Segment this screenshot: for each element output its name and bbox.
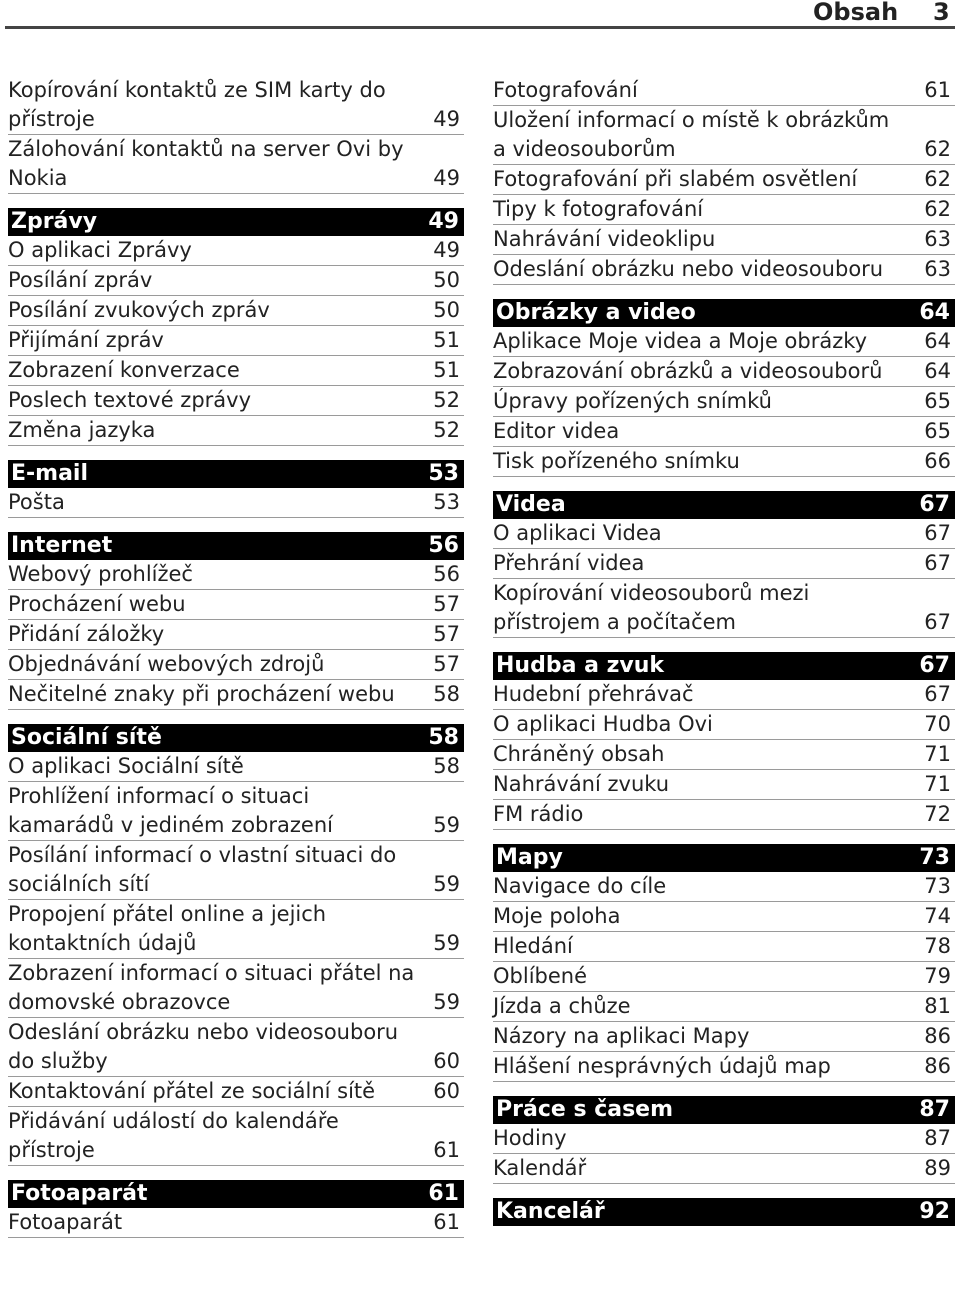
toc-entry[interactable] (8, 76, 464, 135)
entry-title: O aplikaci Videa (493, 521, 662, 545)
page-number: 70 (924, 712, 951, 736)
entry-title: Webový prohlížeč (8, 562, 193, 586)
toc-entry[interactable] (8, 841, 464, 900)
toc-section-heading[interactable] (493, 844, 955, 872)
entry-title: Přidání záložky (8, 622, 165, 646)
toc-entry[interactable] (8, 236, 464, 266)
page-number: 51 (433, 328, 460, 352)
page-number: 81 (924, 994, 951, 1018)
toc-entry[interactable] (493, 770, 955, 800)
header-page-number: 3 (933, 0, 950, 26)
entry-title: O aplikaci Hudba Ovi (493, 712, 713, 736)
entry-title: Odeslání obrázku nebo videosouboru (493, 257, 884, 281)
page-number: 63 (924, 227, 951, 251)
page-number: 50 (433, 298, 460, 322)
page-number: 92 (919, 1199, 950, 1224)
toc-section-heading[interactable] (8, 1180, 464, 1208)
toc-entry[interactable] (493, 992, 955, 1022)
toc-section-heading[interactable] (493, 652, 955, 680)
section-title: Sociální sítě (11, 725, 162, 750)
page-number: 58 (433, 754, 460, 778)
toc-section-heading[interactable] (8, 460, 464, 488)
page-number: 49 (433, 238, 460, 262)
entry-title: Posílání informací o vlastní situaci do sociálních sítí (8, 843, 397, 896)
entry-title: Fotoaparát (8, 1210, 123, 1234)
entry-title: Pošta (8, 490, 65, 514)
toc-entry[interactable] (8, 296, 464, 326)
page-number: 49 (433, 107, 460, 131)
entry-title: Změna jazyka (8, 418, 156, 442)
page-number: 86 (924, 1054, 951, 1078)
page-number: 61 (428, 1181, 459, 1206)
toc-entry[interactable] (493, 255, 955, 285)
page-number: 87 (924, 1126, 951, 1150)
toc-entry[interactable] (493, 902, 955, 932)
entry-title: Tisk pořízeného snímku (493, 449, 740, 473)
entry-title: Zobrazování obrázků a videosouborů (493, 359, 883, 383)
entry-title: Poslech textové zprávy (8, 388, 252, 412)
entry-title: Posílání zpráv (8, 268, 153, 292)
toc-entry[interactable] (493, 1154, 955, 1184)
entry-title: Nahrávání videoklipu (493, 227, 716, 251)
entry-title: Fotografování při slabém osvětlení (493, 167, 858, 191)
page-number: 57 (433, 622, 460, 646)
page-number: 67 (924, 610, 951, 634)
page-number: 79 (924, 964, 951, 988)
page-number: 57 (433, 592, 460, 616)
entry-title: Kalendář (493, 1156, 587, 1180)
page-number: 63 (924, 257, 951, 281)
page-number: 52 (433, 388, 460, 412)
page-number: 87 (919, 1097, 950, 1122)
entry-title: Nečitelné znaky při procházení webu (8, 682, 395, 706)
toc-entry[interactable] (493, 872, 955, 902)
entry-title: Uložení informací o místě k obrázkům a videosouborům (493, 108, 890, 161)
toc-entry[interactable] (8, 266, 464, 296)
toc-entry[interactable] (8, 416, 464, 446)
toc-entry[interactable] (8, 650, 464, 680)
page-header (5, 0, 955, 29)
entry-title: Odeslání obrázku nebo videosouboru do služby (8, 1020, 399, 1073)
toc-entry[interactable] (493, 447, 955, 477)
section-title: Práce s časem (496, 1097, 674, 1122)
toc-entry[interactable] (8, 1018, 464, 1077)
toc-entry[interactable] (493, 800, 955, 830)
entry-title: Posílání zvukových zpráv (8, 298, 270, 322)
toc-entry[interactable] (493, 710, 955, 740)
page-number: 59 (433, 813, 460, 837)
toc-entry[interactable] (493, 327, 955, 357)
toc-entry[interactable] (8, 1107, 464, 1166)
entry-title: Hledání (493, 934, 573, 958)
toc-entry[interactable] (8, 782, 464, 841)
page-number: 73 (924, 874, 951, 898)
entry-title: Úpravy pořízených snímků (493, 389, 772, 413)
toc-section-heading[interactable] (493, 491, 955, 519)
page-number: 49 (428, 209, 459, 234)
entry-title: Fotografování (493, 78, 638, 102)
page-number: 78 (924, 934, 951, 958)
toc-entry[interactable] (493, 165, 955, 195)
entry-title: Přehrání videa (493, 551, 645, 575)
section-title: Kancelář (496, 1199, 605, 1224)
page-number: 61 (924, 78, 951, 102)
page-number: 61 (433, 1210, 460, 1234)
toc-entry[interactable] (8, 488, 464, 518)
page-number: 89 (924, 1156, 951, 1180)
toc-entry[interactable] (493, 579, 955, 638)
entry-title: O aplikaci Sociální sítě (8, 754, 244, 778)
toc-entry[interactable] (493, 549, 955, 579)
page-number: 73 (919, 845, 950, 870)
page-number: 64 (919, 300, 950, 325)
toc-entry[interactable] (8, 1077, 464, 1107)
page-number: 62 (924, 137, 951, 161)
entry-title: Hodiny (493, 1126, 567, 1150)
page-number: 67 (924, 521, 951, 545)
entry-title: Přijímání zpráv (8, 328, 164, 352)
toc-entry[interactable] (8, 356, 464, 386)
toc-entry[interactable] (493, 357, 955, 387)
toc-entry[interactable] (8, 959, 464, 1018)
entry-title: Hlášení nesprávných údajů map (493, 1054, 831, 1078)
page-number: 57 (433, 652, 460, 676)
page-number: 74 (924, 904, 951, 928)
entry-title: Navigace do cíle (493, 874, 667, 898)
page-number: 67 (919, 492, 950, 517)
entry-title: Zobrazení konverzace (8, 358, 240, 382)
toc-entry[interactable] (493, 932, 955, 962)
toc-section-heading[interactable] (8, 724, 464, 752)
section-title: Mapy (496, 845, 563, 870)
page-number: 62 (924, 167, 951, 191)
page-number: 51 (433, 358, 460, 382)
page-number: 52 (433, 418, 460, 442)
header-title: Obsah (813, 0, 899, 26)
page-number: 71 (924, 772, 951, 796)
toc-entry[interactable] (493, 740, 955, 770)
page-number: 60 (433, 1079, 460, 1103)
toc-entry[interactable] (493, 962, 955, 992)
toc-entry[interactable] (8, 386, 464, 416)
toc-section-heading[interactable] (493, 299, 955, 327)
toc-entry[interactable] (493, 519, 955, 549)
page-number: 58 (433, 682, 460, 706)
entry-title: Propojení přátel online a jejich kontaktních údajů (8, 902, 327, 955)
entry-title: Názory na aplikaci Mapy (493, 1024, 750, 1048)
entry-title: O aplikaci Zprávy (8, 238, 192, 262)
entry-title: Chráněný obsah (493, 742, 665, 766)
page-number: 65 (924, 419, 951, 443)
page-number: 56 (433, 562, 460, 586)
toc-entry[interactable] (493, 225, 955, 255)
entry-title: FM rádio (493, 802, 584, 826)
toc-left-column (8, 76, 464, 1238)
section-title: Videa (496, 492, 566, 517)
toc-right-column (493, 76, 955, 1226)
page-number: 59 (433, 990, 460, 1014)
toc-entry[interactable] (8, 680, 464, 710)
entry-title: Objednávání webových zdrojů (8, 652, 325, 676)
page-number: 59 (433, 931, 460, 955)
toc-entry[interactable] (493, 1124, 955, 1154)
toc-entry[interactable] (8, 900, 464, 959)
entry-title: Tipy k fotografování (493, 197, 704, 221)
toc-entry[interactable] (8, 752, 464, 782)
entry-title: Nahrávání zvuku (493, 772, 670, 796)
toc-entry[interactable] (8, 326, 464, 356)
entry-title: Přidávání událostí do kalendáře přístroje (8, 1109, 339, 1162)
entry-title: Prohlížení informací o situaci kamarádů v jediném zobrazení (8, 784, 333, 837)
page-number: 67 (919, 653, 950, 678)
entry-title: Kontaktování přátel ze sociální sítě (8, 1079, 376, 1103)
page-number: 53 (428, 461, 459, 486)
toc-entry[interactable] (8, 1208, 464, 1238)
toc-section-heading[interactable] (493, 1198, 955, 1226)
page-number: 60 (433, 1049, 460, 1073)
page-number: 67 (924, 682, 951, 706)
section-title: Fotoaparát (11, 1181, 148, 1206)
toc-entry[interactable] (493, 76, 955, 106)
toc-entry[interactable] (493, 1052, 955, 1082)
page-number: 64 (924, 329, 951, 353)
page-number: 61 (433, 1138, 460, 1162)
entry-title: Jízda a chůze (493, 994, 631, 1018)
page-number: 58 (428, 725, 459, 750)
toc-entry[interactable] (493, 106, 955, 165)
toc-section-heading[interactable] (493, 1096, 955, 1124)
section-title: Hudba a zvuk (496, 653, 665, 678)
entry-title: Oblíbené (493, 964, 588, 988)
toc-entry[interactable] (493, 1022, 955, 1052)
toc-entry[interactable] (493, 417, 955, 447)
toc-entry[interactable] (493, 387, 955, 417)
entry-title: Zobrazení informací o situaci přátel na domovské obrazovce (8, 961, 415, 1014)
entry-title: Kopírování videosouborů mezi přístrojem a počítačem (493, 581, 810, 634)
page-number: 67 (924, 551, 951, 575)
toc-entry[interactable] (8, 590, 464, 620)
toc-section-heading[interactable] (8, 532, 464, 560)
page-number: 50 (433, 268, 460, 292)
section-title: Internet (11, 533, 113, 558)
section-title: Zprávy (11, 209, 98, 234)
toc-entry[interactable] (493, 680, 955, 710)
toc-entry[interactable] (493, 195, 955, 225)
page-number: 53 (433, 490, 460, 514)
page-number: 59 (433, 872, 460, 896)
page-number: 71 (924, 742, 951, 766)
page-number: 64 (924, 359, 951, 383)
entry-title: Moje poloha (493, 904, 621, 928)
toc-entry[interactable] (8, 560, 464, 590)
page-number: 56 (428, 533, 459, 558)
page-number: 66 (924, 449, 951, 473)
entry-title: Kopírování kontaktů ze SIM karty do přístroje (8, 78, 386, 131)
entry-title: Hudební přehrávač (493, 682, 694, 706)
entry-title: Aplikace Moje videa a Moje obrázky (493, 329, 868, 353)
entry-title: Procházení webu (8, 592, 186, 616)
page-number: 49 (433, 166, 460, 190)
section-title: Obrázky a video (496, 300, 696, 325)
toc-section-heading[interactable] (8, 208, 464, 236)
page-number: 65 (924, 389, 951, 413)
entry-title: Zálohování kontaktů na server Ovi by Nokia (8, 137, 404, 190)
section-title: E-mail (11, 461, 89, 486)
page-number: 86 (924, 1024, 951, 1048)
page-number: 62 (924, 197, 951, 221)
toc-entry[interactable] (8, 620, 464, 650)
toc-entry[interactable] (8, 135, 464, 194)
page-number: 72 (924, 802, 951, 826)
entry-title: Editor videa (493, 419, 620, 443)
